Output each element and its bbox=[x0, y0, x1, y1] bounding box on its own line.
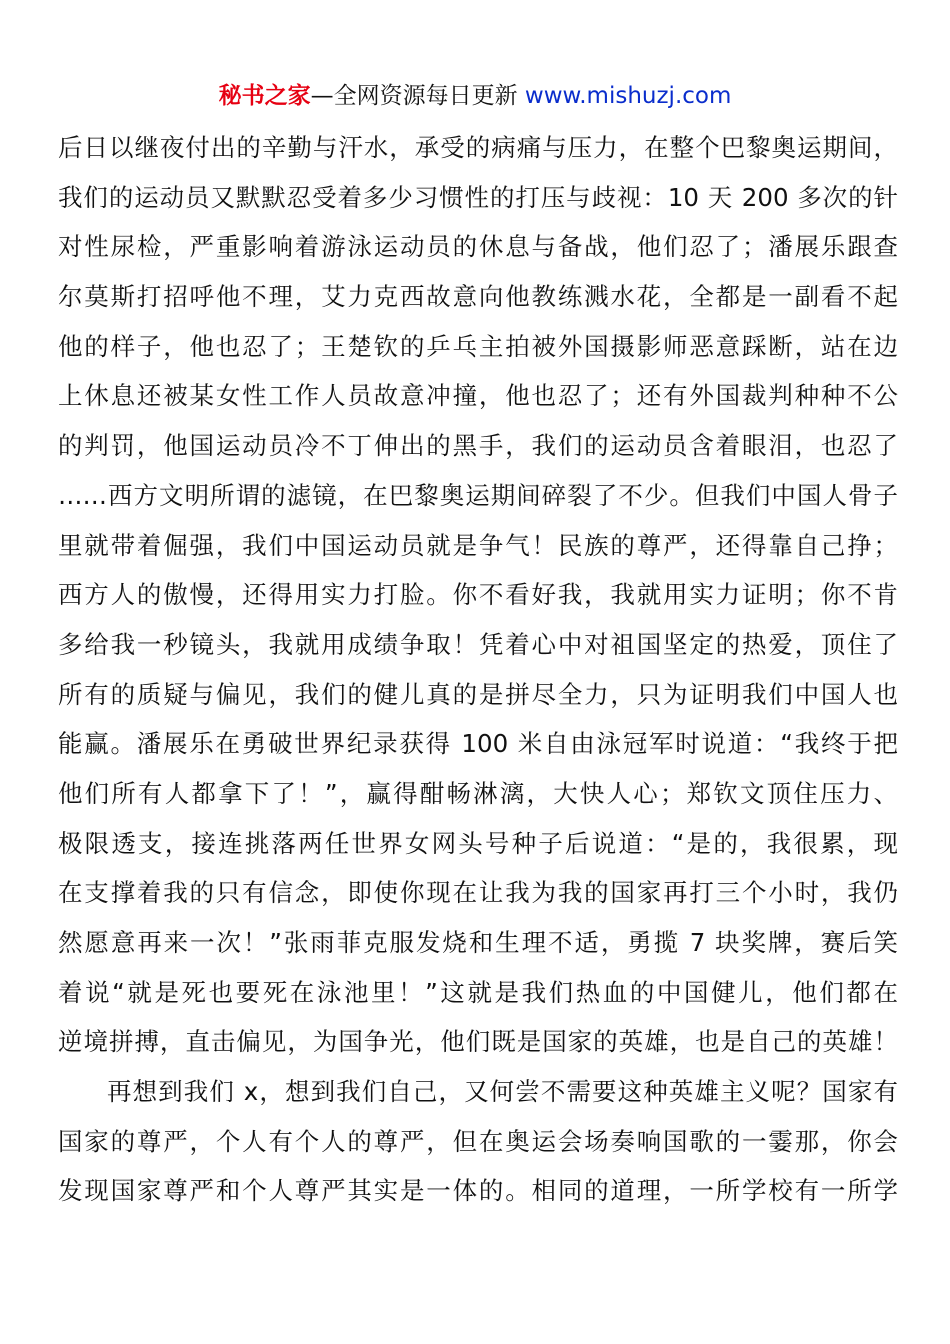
text-line: 国家的尊严，个人有个人的尊严，但在奥运会场奏响国歌的一霎那，你会 bbox=[58, 1126, 898, 1156]
text-line: 发现国家尊严和个人尊严其实是一体的。相同的道理，一所学校有一所学 bbox=[58, 1176, 898, 1206]
text-line: 里就带着倔强，我们中国运动员就是争气！民族的尊严，还得靠自己挣； bbox=[58, 530, 898, 560]
text-line: 能赢。潘展乐在勇破世界纪录获得 100 米自由泳冠军时说道：“我终于把 bbox=[58, 729, 898, 759]
paragraph-first-line: 再想到我们 x，想到我们自己，又何尝不需要这种英雄主义呢？国家有 bbox=[107, 1077, 898, 1107]
text-line: 后日以继夜付出的辛勤与汗水，承受的病痛与压力，在整个巴黎奥运期间， bbox=[58, 133, 898, 162]
text-line: ……西方文明所谓的滤镜，在巴黎奥运期间碎裂了不少。但我们中国人骨子 bbox=[58, 480, 898, 510]
text-line: 极限透支，接连挑落两任世界女网头号种子后说道：“是的，我很累，现 bbox=[58, 828, 898, 858]
site-brand: 秘书之家 bbox=[218, 83, 311, 109]
text-line: 他的样子，他也忍了；王楚钦的乒乓主拍被外国摄影师恶意踩断，站在边 bbox=[58, 331, 898, 361]
text-line: 逆境拼搏，直击偏见，为国争光，他们既是国家的英雄，也是自己的英雄！ bbox=[58, 1027, 898, 1057]
text-line: 多给我一秒镜头，我就用成绩争取！凭着心中对祖国坚定的热爱，顶住了 bbox=[58, 629, 898, 659]
text-line: 他们所有人都拿下了！”，赢得酣畅淋漓，大快人心；郑钦文顶住压力、 bbox=[58, 778, 898, 808]
text-line: 尔莫斯打招呼他不理，艾力克西故意向他教练溅水花，全都是一副看不起 bbox=[58, 282, 898, 312]
document-body bbox=[58, 123, 898, 1216]
text-line: 的判罚，他国运动员冷不丁伸出的黑手，我们的运动员含着眼泪，也忍了 bbox=[58, 431, 898, 461]
text-line: 对性尿检，严重影响着游泳运动员的休息与备战，他们忍了；潘展乐跟查 bbox=[58, 232, 898, 262]
text-line: 所有的质疑与偏见，我们的健儿真的是拼尽全力，只为证明我们中国人也 bbox=[58, 679, 898, 709]
site-tagline: —全网资源每日更新 bbox=[310, 83, 518, 109]
site-header bbox=[0, 80, 950, 112]
text-line: 上休息还被某女性工作人员故意冲撞，他也忍了；还有外国裁判种种不公 bbox=[58, 381, 898, 411]
text-line: 着说“就是死也要死在泳池里！”这就是我们热血的中国健儿，他们都在 bbox=[58, 977, 898, 1007]
text-line: 然愿意再来一次！”张雨菲克服发烧和生理不适，勇揽 7 块奖牌，赛后笑 bbox=[58, 928, 898, 957]
site-url-link[interactable]: www.mishuzj.com bbox=[524, 83, 732, 109]
text-line: 西方人的傲慢，还得用实力打脸。你不看好我，我就用实力证明；你不肯 bbox=[58, 580, 898, 610]
text-line: 在支撑着我的只有信念，即使你现在让我为我的国家再打三个小时，我仍 bbox=[58, 878, 898, 908]
text-line: 我们的运动员又默默忍受着多少习惯性的打压与歧视：10 天 200 多次的针 bbox=[58, 182, 898, 212]
